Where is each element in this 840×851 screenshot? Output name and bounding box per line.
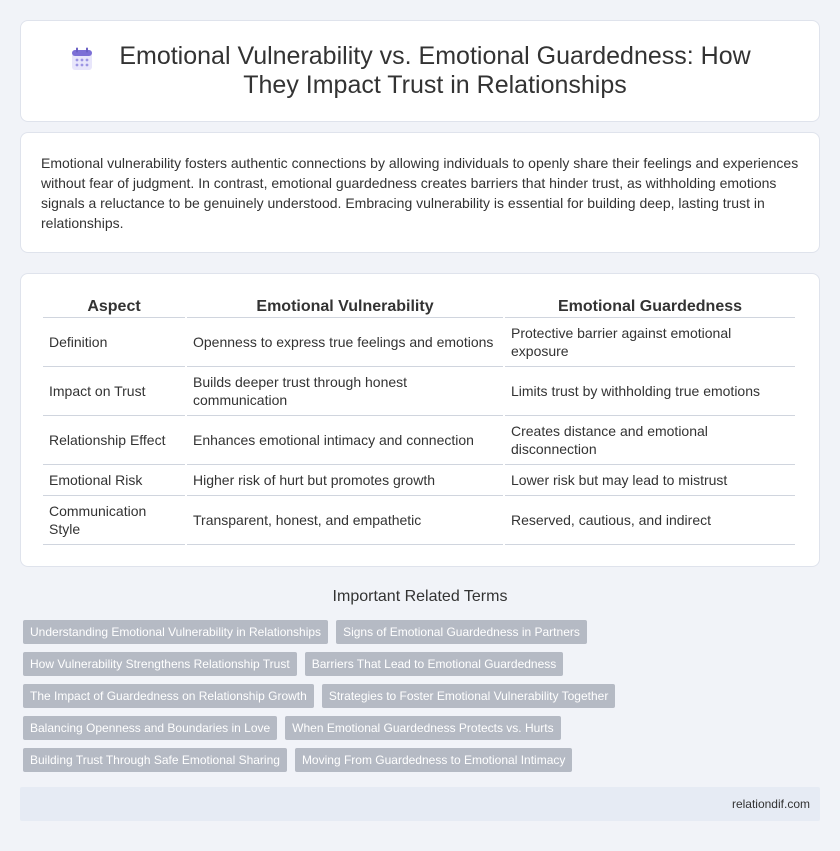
table-cell-guardedness: Creates distance and emotional disconnection: [505, 416, 795, 465]
related-term-tag[interactable]: When Emotional Guardedness Protects vs. Hurts: [285, 716, 560, 740]
header-card: [20, 20, 820, 122]
intro-paragraph: Emotional vulnerability fosters authentic connections by allowing individuals to openly share their feelings and experiences without fear of judgment. In contrast, emotional guardedness creates barriers that hinder trust, as withholding emotions signals a reluctance to be genuinely understood. Embracing vulnerability is essential for building deep, lasting trust in relationships.: [41, 155, 799, 231]
related-term-tag[interactable]: The Impact of Guardedness on Relationship Growth: [23, 684, 314, 708]
comparison-table: [41, 294, 797, 545]
table-row: [43, 318, 795, 367]
table-cell-guardedness: Reserved, cautious, and indirect: [505, 496, 795, 545]
page-title: Emotional Vulnerability vs. Emotional Guardedness: How They Impact Trust in Relationships: [119, 42, 751, 99]
related-term-tag[interactable]: Understanding Emotional Vulnerability in Relationships: [23, 620, 328, 644]
table-row: [43, 465, 795, 496]
table-cell-aspect: Emotional Risk: [43, 465, 185, 496]
related-term-tag[interactable]: Building Trust Through Safe Emotional Sharing: [23, 748, 287, 772]
table-cell-vulnerability: Enhances emotional intimacy and connection: [187, 416, 503, 465]
table-cell-aspect: Impact on Trust: [43, 367, 185, 416]
related-term-tag[interactable]: Strategies to Foster Emotional Vulnerability Together: [322, 684, 615, 708]
column-header-vulnerability: Emotional Vulnerability: [187, 294, 503, 318]
table-cell-vulnerability: Transparent, honest, and empathetic: [187, 496, 503, 545]
table-cell-guardedness: Protective barrier against emotional exposure: [505, 318, 795, 367]
table-cell-aspect: Relationship Effect: [43, 416, 185, 465]
footer-site-link[interactable]: relationdif.com: [731, 797, 810, 811]
footer: [20, 787, 820, 821]
column-header-aspect: Aspect: [43, 294, 185, 318]
related-term-tag[interactable]: Moving From Guardedness to Emotional Intimacy: [295, 748, 572, 772]
related-term-tag[interactable]: How Vulnerability Strengthens Relationship Trust: [23, 652, 297, 676]
table-cell-guardedness: Limits trust by withholding true emotions: [505, 367, 795, 416]
table-cell-vulnerability: Openness to express true feelings and emotions: [187, 318, 503, 367]
related-term-tag[interactable]: Barriers That Lead to Emotional Guardedness: [305, 652, 564, 676]
related-terms-title: Important Related Terms: [332, 588, 508, 605]
table-header-row: [43, 294, 795, 318]
related-term-tag[interactable]: Signs of Emotional Guardedness in Partners: [336, 620, 587, 644]
table-cell-vulnerability: Higher risk of hurt but promotes growth: [187, 465, 503, 496]
table-cell-vulnerability: Builds deeper trust through honest communication: [187, 367, 503, 416]
table-cell-guardedness: Lower risk but may lead to mistrust: [505, 465, 795, 496]
column-header-guardedness: Emotional Guardedness: [505, 294, 795, 318]
table-row: [43, 496, 795, 545]
table-cell-aspect: Definition: [43, 318, 185, 367]
comparison-table-card: [20, 273, 820, 567]
related-terms-list: [23, 620, 823, 780]
table-row: [43, 367, 795, 416]
intro-card: [20, 132, 820, 253]
table-row: [43, 416, 795, 465]
related-term-tag[interactable]: Balancing Openness and Boundaries in Love: [23, 716, 277, 740]
table-cell-aspect: Communication Style: [43, 496, 185, 545]
